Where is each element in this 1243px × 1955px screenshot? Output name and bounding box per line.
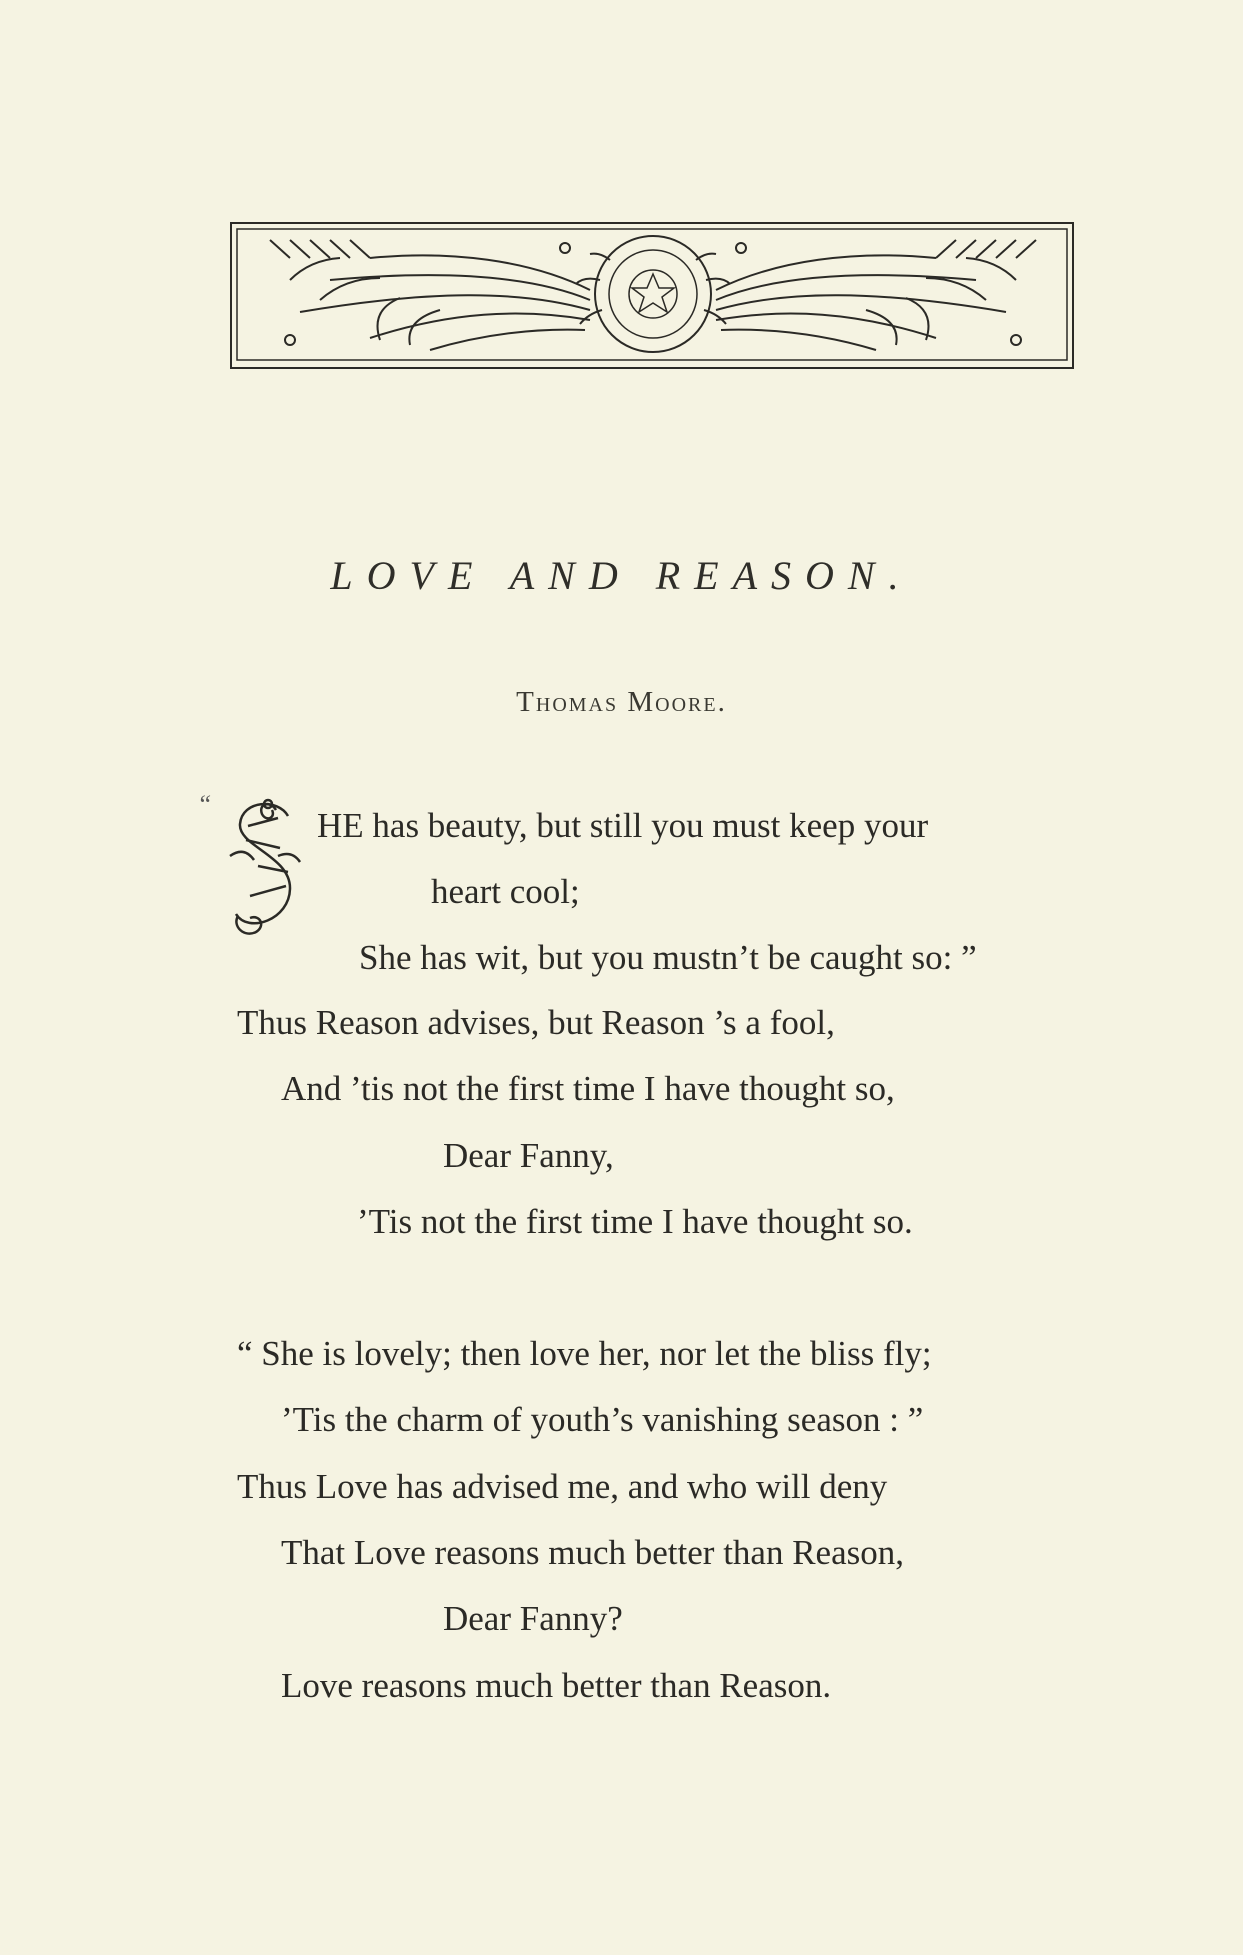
stanza2-line4: That Love reasons much better than Reason, xyxy=(281,1533,904,1572)
stanza2-line5: Dear Fanny? xyxy=(443,1599,623,1638)
stanza1-line7: ’Tis not the first time I have thought so. xyxy=(357,1202,913,1241)
opening-quote-mark: “ xyxy=(197,790,212,819)
ornamental-headpiece-icon xyxy=(230,220,1076,372)
ornamental-initial-s-icon xyxy=(228,796,304,944)
stanza1-line3: She has wit, but you mustn’t be caught so: ” xyxy=(359,938,977,977)
stanza1-line4: Thus Reason advises, but Reason ’s a fool, xyxy=(237,1003,835,1042)
stanza2-line2: ’Tis the charm of youth’s vanishing season : ” xyxy=(281,1400,924,1439)
stanza1-line2: heart cool; xyxy=(431,872,580,911)
poem-author: Thomas Moore. xyxy=(516,686,727,718)
stanza1-line1: HE has beauty, but still you must keep your xyxy=(317,806,929,845)
stanza2-line1: “ She is lovely; then love her, nor let the bliss fly; xyxy=(237,1334,932,1373)
stanza1-line6: Dear Fanny, xyxy=(443,1136,614,1175)
stanza2-line3: Thus Love has advised me, and who will deny xyxy=(237,1467,888,1506)
stanza1-line5: And ’tis not the first time I have thought so, xyxy=(281,1069,895,1108)
poem-title: LOVE AND REASON. xyxy=(330,553,913,598)
stanza2-line6: Love reasons much better than Reason. xyxy=(281,1666,832,1705)
